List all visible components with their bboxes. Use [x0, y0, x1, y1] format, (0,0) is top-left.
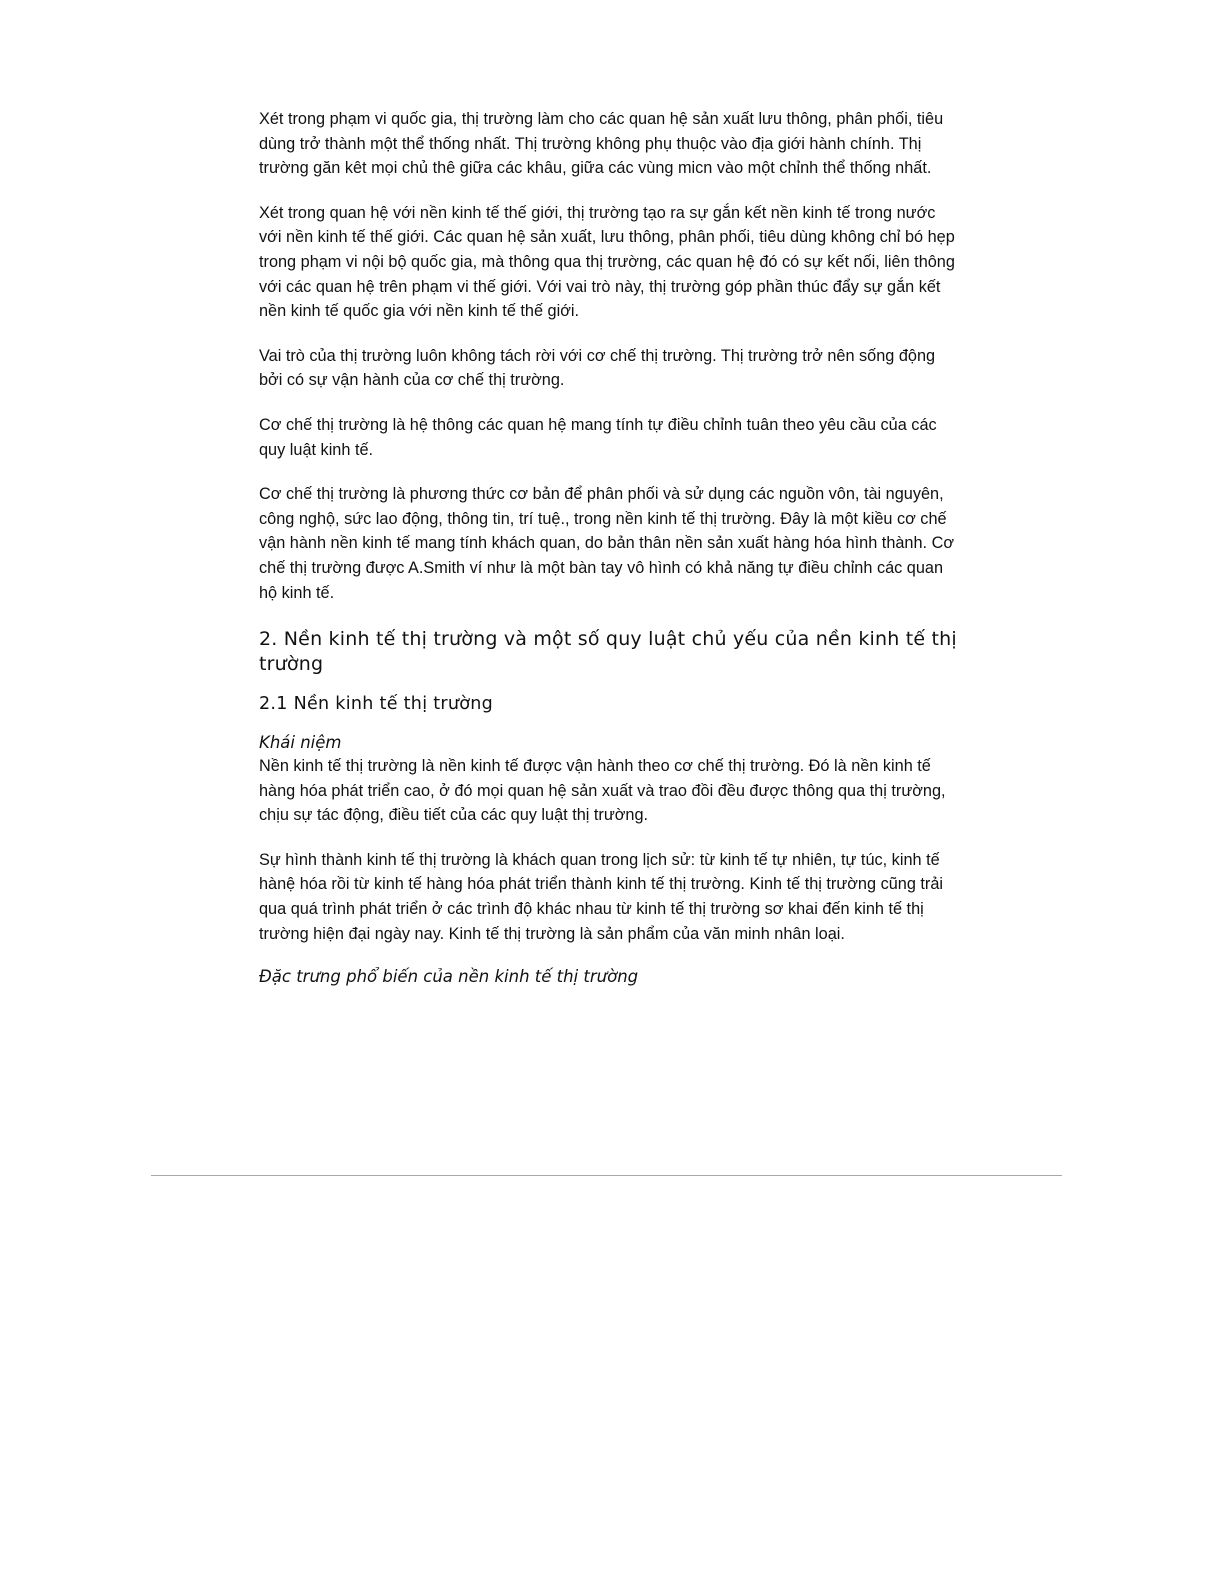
concept-subheading: Khái niệm	[259, 733, 342, 753]
paragraph-national-scope: Xét trong phạm vi quốc gia, thị trường làm cho các quan hệ sản xuất lưu thông, phân phối, tiêu dùng trở thành một thể thống nhất. Thị trường không phụ thuộc vào địa giới hành chính. Thị trường găn kêt mọi chủ thê giữa các khâu, giữa các vùng micn vào một chỉnh thể thống nhất.	[259, 110, 944, 178]
paragraph-market-mechanism-method: Cơ chế thị trường là phương thức cơ bản để phân phối và sử dụng các nguồn vôn, tài nguyên, công nghộ, sức lao động, thông tin, trí tuệ., trong nền kinh tế thị trường. Đây là một kiều cơ chế vận hành nền kinh tế mang tính khách quan, do bản thân nền sản xuất hàng hóa hình thành. Cơ chế thị trường được A.Smith ví như là một bàn tay vô hình có khả năng tự điều chỉnh các quan hộ kinh tế.	[259, 485, 955, 602]
paragraph-market-role: Vai trò của thị trường luôn không tách rời với cơ chế thị trường. Thị trường trở nên sống động bởi có sự vận hành của cơ chế thị trường.	[259, 346, 936, 390]
document-page	[259, 107, 959, 988]
paragraph-market-mechanism-definition: Cơ chế thị trường là hệ thông các quan hệ mang tính tự điều chỉnh tuân theo yêu cầu của các quy luật kinh tế.	[259, 415, 937, 459]
paragraph-world-economy: Xét trong quan hệ với nền kinh tế thế giới, thị trường tạo ra sự gắn kết nền kinh tế trong nước với nền kinh tế thế giới. Các quan hệ sản xuất, lưu thông, phân phối, tiêu dùng không chỉ bó hẹp trong phạm vi nội bộ quốc gia, mà thông qua thị trường, các quan hệ đó có sự kết nối, liên thông với các quan hệ trên phạm vi thế giới. Với vai trò này, thị trường góp phần thúc đẩy sự gắn kết nền kinh tế quốc gia với nền kinh tế thế giới.	[259, 203, 955, 321]
features-subheading: Đặc trưng phổ biến của nền kinh tế thị trường	[259, 967, 639, 987]
paragraph-market-economy-definition: Nền kinh tế thị trường là nền kinh tế được vận hành theo cơ chế thị trường. Đó là nền kinh tế hàng hóa phát triển cao, ở đó mọi quan hệ sản xuất và trao đồi đều được thông qua thị trường, chịu sự tác động, điều tiết của các quy luật thị trường.	[259, 757, 946, 825]
section-2-heading: 2. Nền kinh tế thị trường và một số quy luật chủ yếu của nền kinh tế thị trường	[259, 628, 957, 675]
paragraph-market-economy-history: Sự hình thành kinh tế thị trường là khách quan trong lịch sử: từ kinh tế tự nhiên, tự túc, kinh tế hànệ hóa rồi từ kinh tế hàng hóa phát triển thành kinh tế thị trường. Kinh tế thị trường cũng trải qua quá trình phát triển ở các trình độ khác nhau từ kinh tế thị trường sơ khai đến kinh tế thị trường hiện đại ngày nay. Kinh tế thị trường là sản phẩm của văn minh nhân loại.	[259, 850, 944, 943]
section-2-1-heading: 2.1 Nền kinh tế thị trường	[259, 694, 494, 715]
page-break-divider	[151, 1175, 1062, 1176]
